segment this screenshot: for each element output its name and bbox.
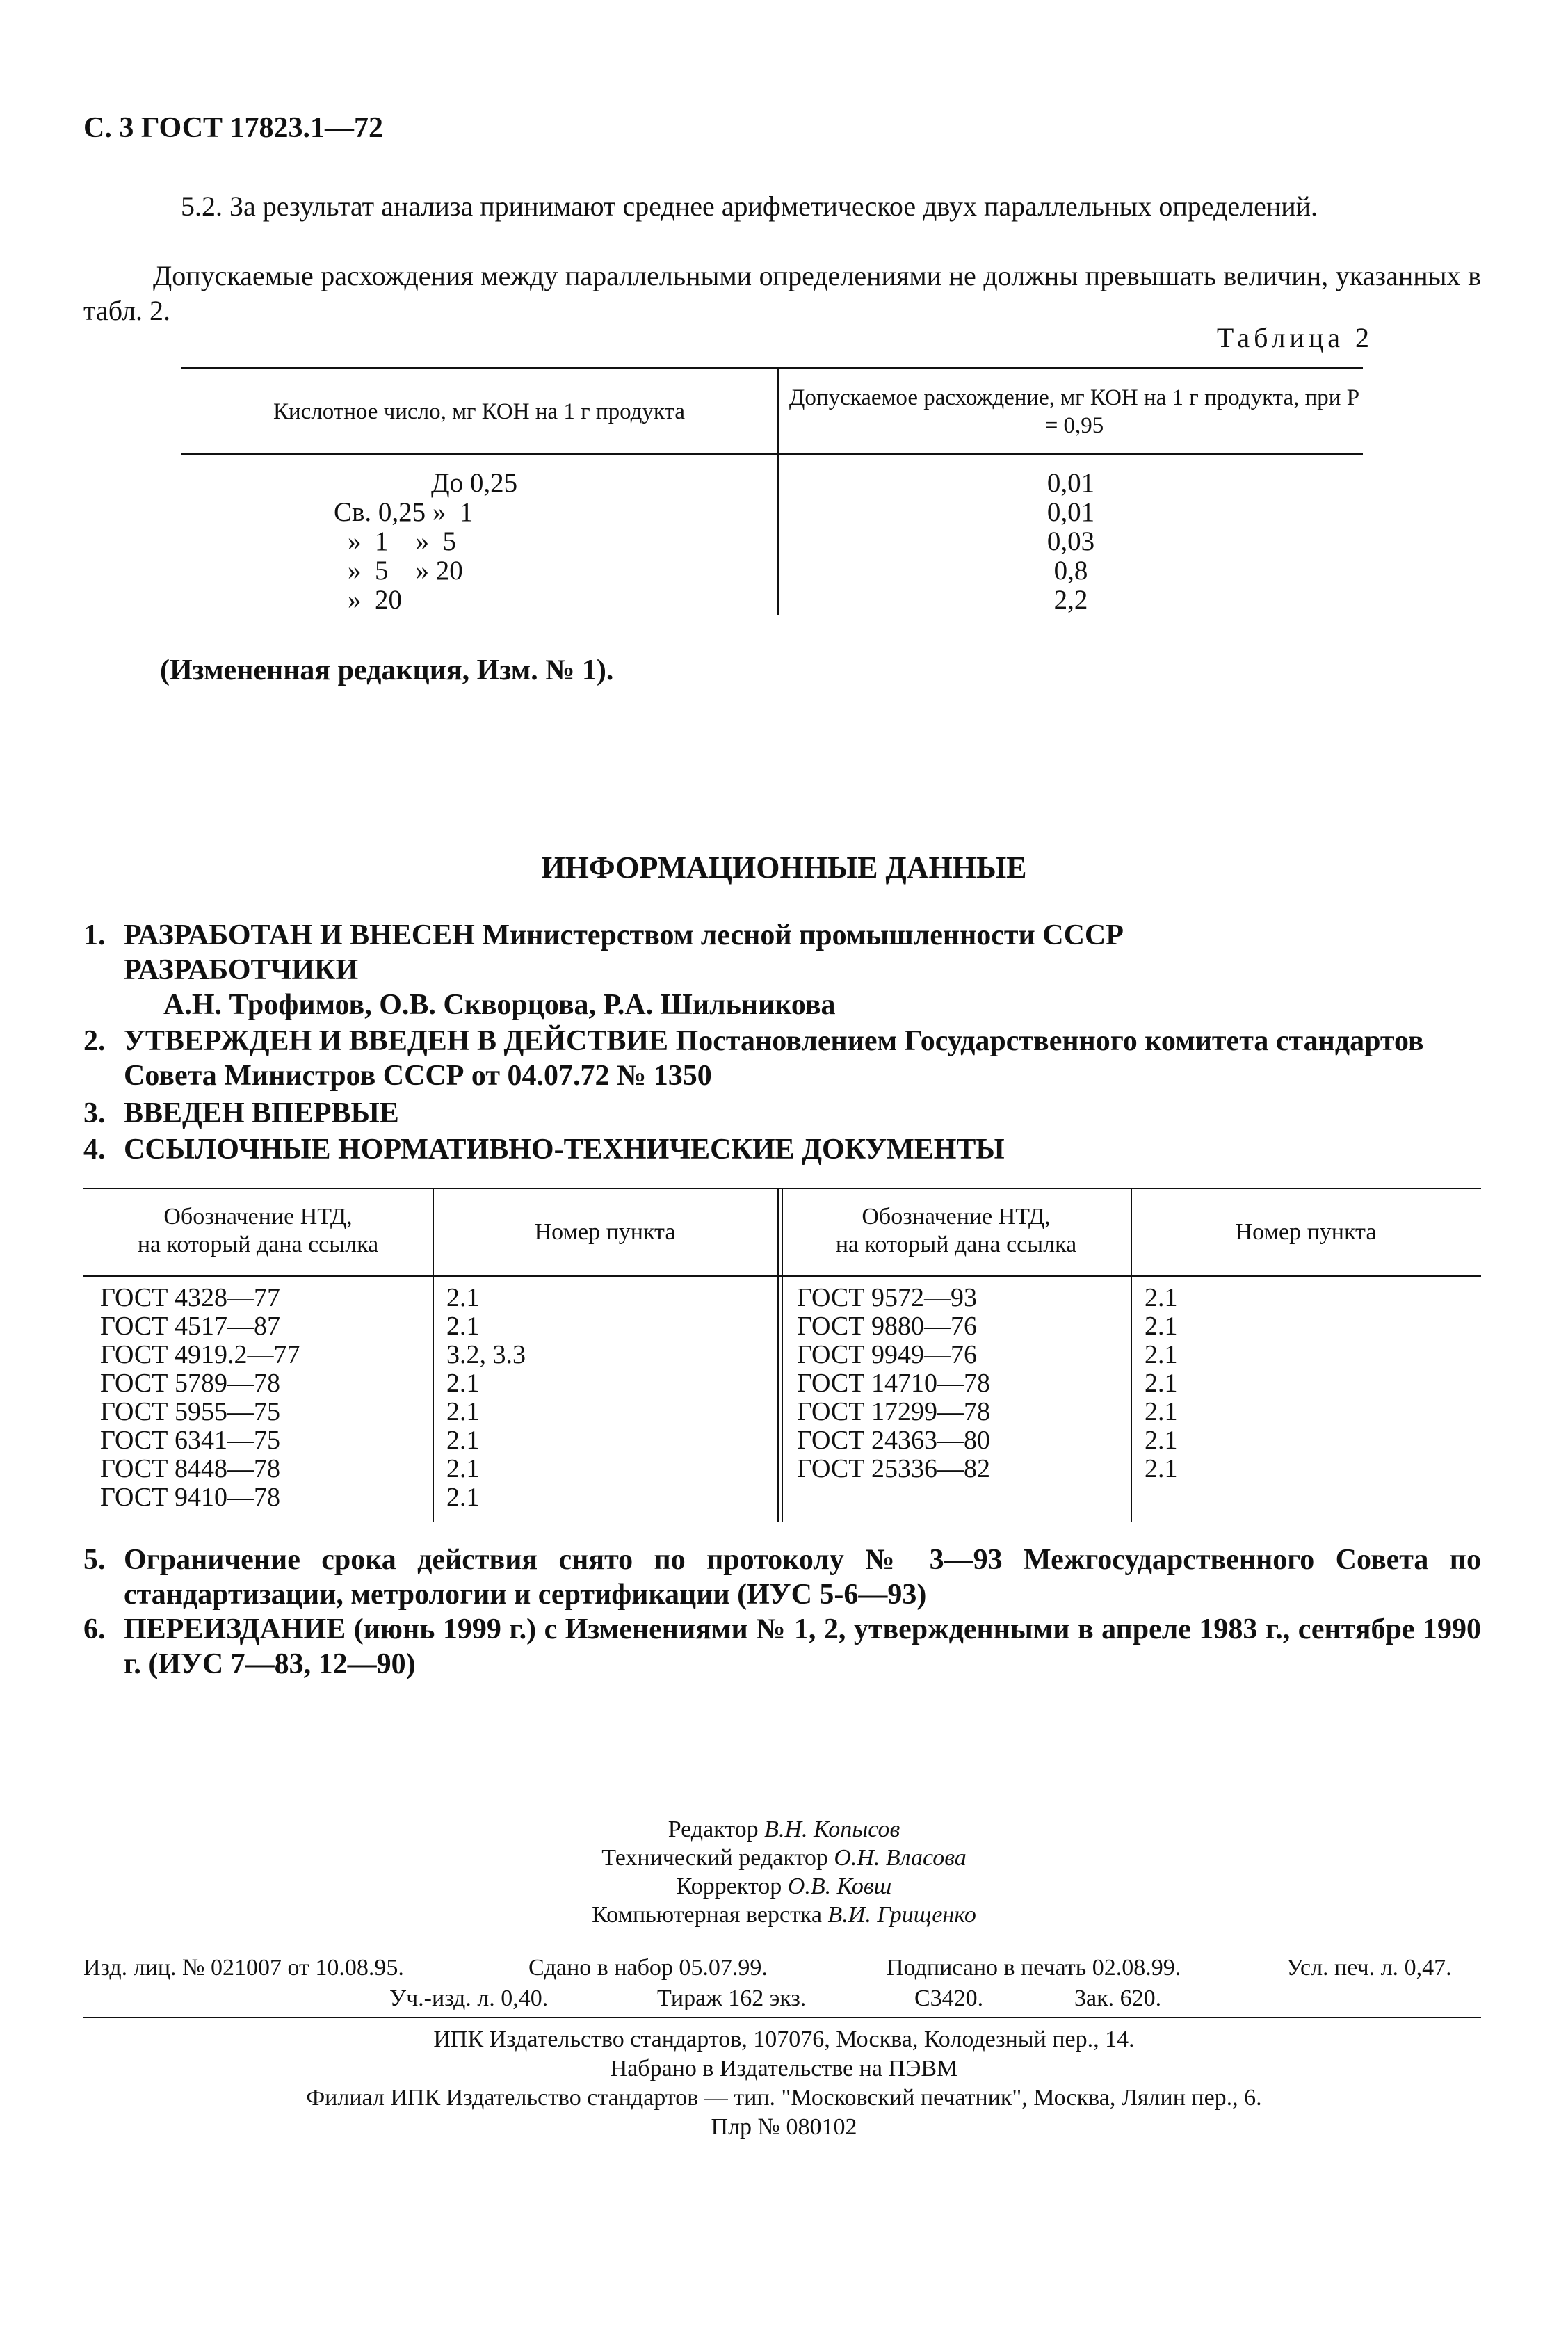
info-item-2 xyxy=(83,1024,1481,1093)
info-section-title: ИНФОРМАЦИОННЫЕ ДАННЫЕ xyxy=(541,851,1027,885)
credit-label: Редактор xyxy=(668,1816,759,1842)
ref-doc: ГОСТ 9410—78 xyxy=(100,1483,280,1512)
ref-header-item-right: Номер пункта xyxy=(1235,1219,1377,1245)
table-2-header-rule xyxy=(181,453,1363,455)
ref-item: 2.1 xyxy=(446,1283,480,1312)
table-2-header-tolerance: Допускаемое расхождение, мг КОН на 1 г продукта, при P = 0,95 xyxy=(789,385,1360,438)
ref-doc: ГОСТ 8448—78 xyxy=(100,1454,280,1483)
paragraph-5-2: 5.2. За результат анализа принимают среднее арифметическое двух параллельных определений. xyxy=(181,191,1318,222)
item-lead: ВВЕДЕН ВПЕРВЫЕ xyxy=(124,1097,399,1129)
item-lead: ССЫЛОЧНЫЕ НОРМАТИВНО-ТЕХНИЧЕСКИЕ ДОКУМЕНТЫ xyxy=(124,1134,1005,1166)
ref-item: 2.1 xyxy=(446,1426,480,1455)
ref-table-divider xyxy=(777,1188,779,1522)
ref-doc: ГОСТ 4328—77 xyxy=(100,1283,280,1312)
info-item-3 xyxy=(83,1096,1481,1131)
imprint-line: Плр № 080102 xyxy=(711,2114,857,2140)
ref-left-docs xyxy=(100,1284,300,1512)
table-2-row-range: До 0,25 xyxy=(431,468,518,498)
pub-value: 0,47. xyxy=(1404,1955,1452,1981)
ref-doc: ГОСТ 25336—82 xyxy=(797,1454,990,1483)
credit-editor xyxy=(0,1815,1568,1844)
credit-name: О.Н. Власова xyxy=(834,1845,967,1871)
imprint-rule xyxy=(83,2017,1481,2018)
table-2-row-range: Св. 0,25 » 1 xyxy=(334,497,474,527)
item-text: Министерством лесной промышленности СССР xyxy=(482,919,1124,951)
table-2-row-value: 0,01 xyxy=(1046,497,1095,527)
ref-doc: ГОСТ 4517—87 xyxy=(100,1312,280,1341)
developers-label: РАЗРАБОТЧИКИ xyxy=(124,954,359,986)
imprint-line: Набрано в Издательстве на ПЭВМ xyxy=(610,2056,958,2081)
table-2-caption: Таблица 2 xyxy=(1216,322,1373,353)
ref-doc: ГОСТ 17299—78 xyxy=(797,1397,990,1426)
ref-doc: ГОСТ 5789—78 xyxy=(100,1369,280,1398)
ref-doc: ГОСТ 9572—93 xyxy=(797,1283,977,1312)
table-2-row-range: » 20 xyxy=(348,585,402,615)
table-2-top-rule xyxy=(181,367,1363,369)
ref-header-ntd-left xyxy=(83,1203,433,1259)
ref-doc: ГОСТ 14710—78 xyxy=(797,1369,990,1398)
ref-item: 2.1 xyxy=(446,1397,480,1426)
credit-name: В.Н. Копысов xyxy=(764,1816,900,1842)
imprint-line: ИПК Издательство стандартов, 107076, Москва, Колодезный пер., 14. xyxy=(433,2026,1135,2052)
ref-doc: ГОСТ 24363—80 xyxy=(797,1426,990,1455)
ref-item: 2.1 xyxy=(446,1369,480,1398)
ref-doc: ГОСТ 5955—75 xyxy=(100,1397,280,1426)
pub-label: Усл. печ. л. xyxy=(1286,1955,1399,1981)
credit-label: Технический редактор xyxy=(601,1845,828,1871)
item-number: 6. xyxy=(83,1613,106,1645)
credit-label: Компьютерная верстка xyxy=(592,1902,823,1928)
item-number: 1. xyxy=(83,919,106,951)
ref-header-ntd-right xyxy=(782,1203,1131,1259)
table-2-row-range: » 5 » 20 xyxy=(348,556,463,586)
table-2-row-value: 0,8 xyxy=(1053,556,1088,586)
table-2-row-value: 0,03 xyxy=(1046,526,1095,556)
pub-typeset: Сдано в набор 05.07.99. xyxy=(528,1955,768,1981)
pub-sheets xyxy=(1286,1953,1452,1983)
paragraph-tolerances: Допускаемые расхождения между параллельными определениями не должны превышать величин, указанных в табл. 2. xyxy=(83,260,1481,326)
table-2-row-value: 0,01 xyxy=(1046,468,1095,498)
pub-signed: Подписано в печать 02.08.99. xyxy=(887,1955,1181,1981)
item-number: 5. xyxy=(83,1544,106,1576)
info-item-6 xyxy=(83,1612,1481,1682)
amendment-note: (Измененная редакция, Изм. № 1). xyxy=(160,654,614,686)
credit-name: В.И. Грищенко xyxy=(827,1902,976,1928)
table-2-header-acid-number: Кислотное число, мг КОН на 1 г продукта xyxy=(273,399,686,424)
item-text: (июнь 1999 г.) с Изменениями № 1, 2, утвержденными в апреле 1983 г., сентябре 1990 г. (ИУС 7—83, 12—90) xyxy=(124,1613,1481,1680)
item-number: 3. xyxy=(83,1097,106,1129)
pub-value: 0,40. xyxy=(501,1985,549,2011)
pub-code: С3420. xyxy=(914,1985,984,2011)
pub-edit-sheets xyxy=(389,1983,548,2014)
pub-label: Уч.-изд. л. xyxy=(389,1985,495,2011)
table-2-row-range: » 1 » 5 xyxy=(348,526,456,556)
ref-doc: ГОСТ 9880—76 xyxy=(797,1312,977,1341)
ref-doc: ГОСТ 9949—76 xyxy=(797,1340,977,1369)
ref-table-header-rule xyxy=(83,1275,1481,1277)
ref-item: 2.1 xyxy=(1145,1312,1178,1341)
ref-header-line: Обозначение НТД, xyxy=(862,1204,1051,1230)
ref-header-line: на который дана ссылка xyxy=(137,1232,379,1257)
ref-right-docs xyxy=(797,1284,990,1483)
ref-header-line: на который дана ссылка xyxy=(835,1232,1077,1257)
ref-doc: ГОСТ 4919.2—77 xyxy=(100,1340,300,1369)
info-item-4 xyxy=(83,1132,1481,1167)
info-item-5 xyxy=(83,1542,1481,1612)
item-text: Ограничение срока действия снято по протоколу № 3—93 Межгосударственного Совета по стандартизации, метрологии и сертификации (ИУС 5-6—93) xyxy=(124,1544,1481,1611)
table-2-column-divider xyxy=(777,367,779,615)
ref-item: 2.1 xyxy=(446,1454,480,1483)
ref-left-items xyxy=(446,1284,526,1512)
ref-item: 2.1 xyxy=(1145,1397,1178,1426)
ref-item: 2.1 xyxy=(1145,1340,1178,1369)
ref-header-line: Обозначение НТД, xyxy=(163,1204,353,1230)
ref-right-items xyxy=(1145,1284,1178,1483)
ref-item: 2.1 xyxy=(1145,1369,1178,1398)
credit-corrector xyxy=(0,1872,1568,1901)
credit-name: О.В. Ковш xyxy=(787,1873,892,1899)
credit-layout xyxy=(0,1901,1568,1929)
page-header: С. 3 ГОСТ 17823.1—72 xyxy=(83,112,384,144)
ref-item: 2.1 xyxy=(446,1483,480,1512)
item-lead: ПЕРЕИЗДАНИЕ xyxy=(124,1613,346,1645)
pub-order: Зак. 620. xyxy=(1074,1985,1162,2011)
ref-doc: ГОСТ 6341—75 xyxy=(100,1426,280,1455)
ref-item: 2.1 xyxy=(446,1312,480,1341)
ref-header-item-left: Номер пункта xyxy=(534,1219,676,1245)
item-lead: УТВЕРЖДЕН И ВВЕДЕН В ДЕЙСТВИЕ xyxy=(124,1025,669,1057)
developers-names: А.Н. Трофимов, О.В. Скворцова, Р.А. Шильникова xyxy=(163,989,836,1021)
item-text-continued: Совета Министров СССР от 04.07.72 № 1350 xyxy=(124,1060,712,1092)
ref-item: 3.2, 3.3 xyxy=(446,1340,526,1369)
ref-item: 2.1 xyxy=(1145,1283,1178,1312)
credit-label: Корректор xyxy=(676,1873,782,1899)
imprint-line: Филиал ИПК Издательство стандартов — тип. "Московский печатник", Москва, Лялин пер., 6. xyxy=(306,2085,1262,2111)
info-item-1 xyxy=(83,918,1481,1022)
credit-tech-editor xyxy=(0,1844,1568,1872)
pub-print-run: Тираж 162 экз. xyxy=(657,1985,807,2011)
item-number: 2. xyxy=(83,1025,106,1057)
item-text: Постановлением Государственного комитета стандартов xyxy=(675,1025,1424,1057)
pub-license: Изд. лиц. № 021007 от 10.08.95. xyxy=(83,1955,404,1981)
table-2-row-value: 2,2 xyxy=(1053,585,1088,615)
item-number: 4. xyxy=(83,1134,106,1166)
item-lead: РАЗРАБОТАН И ВНЕСЕН xyxy=(124,919,475,951)
ref-item: 2.1 xyxy=(1145,1454,1178,1483)
ref-item: 2.1 xyxy=(1145,1426,1178,1455)
